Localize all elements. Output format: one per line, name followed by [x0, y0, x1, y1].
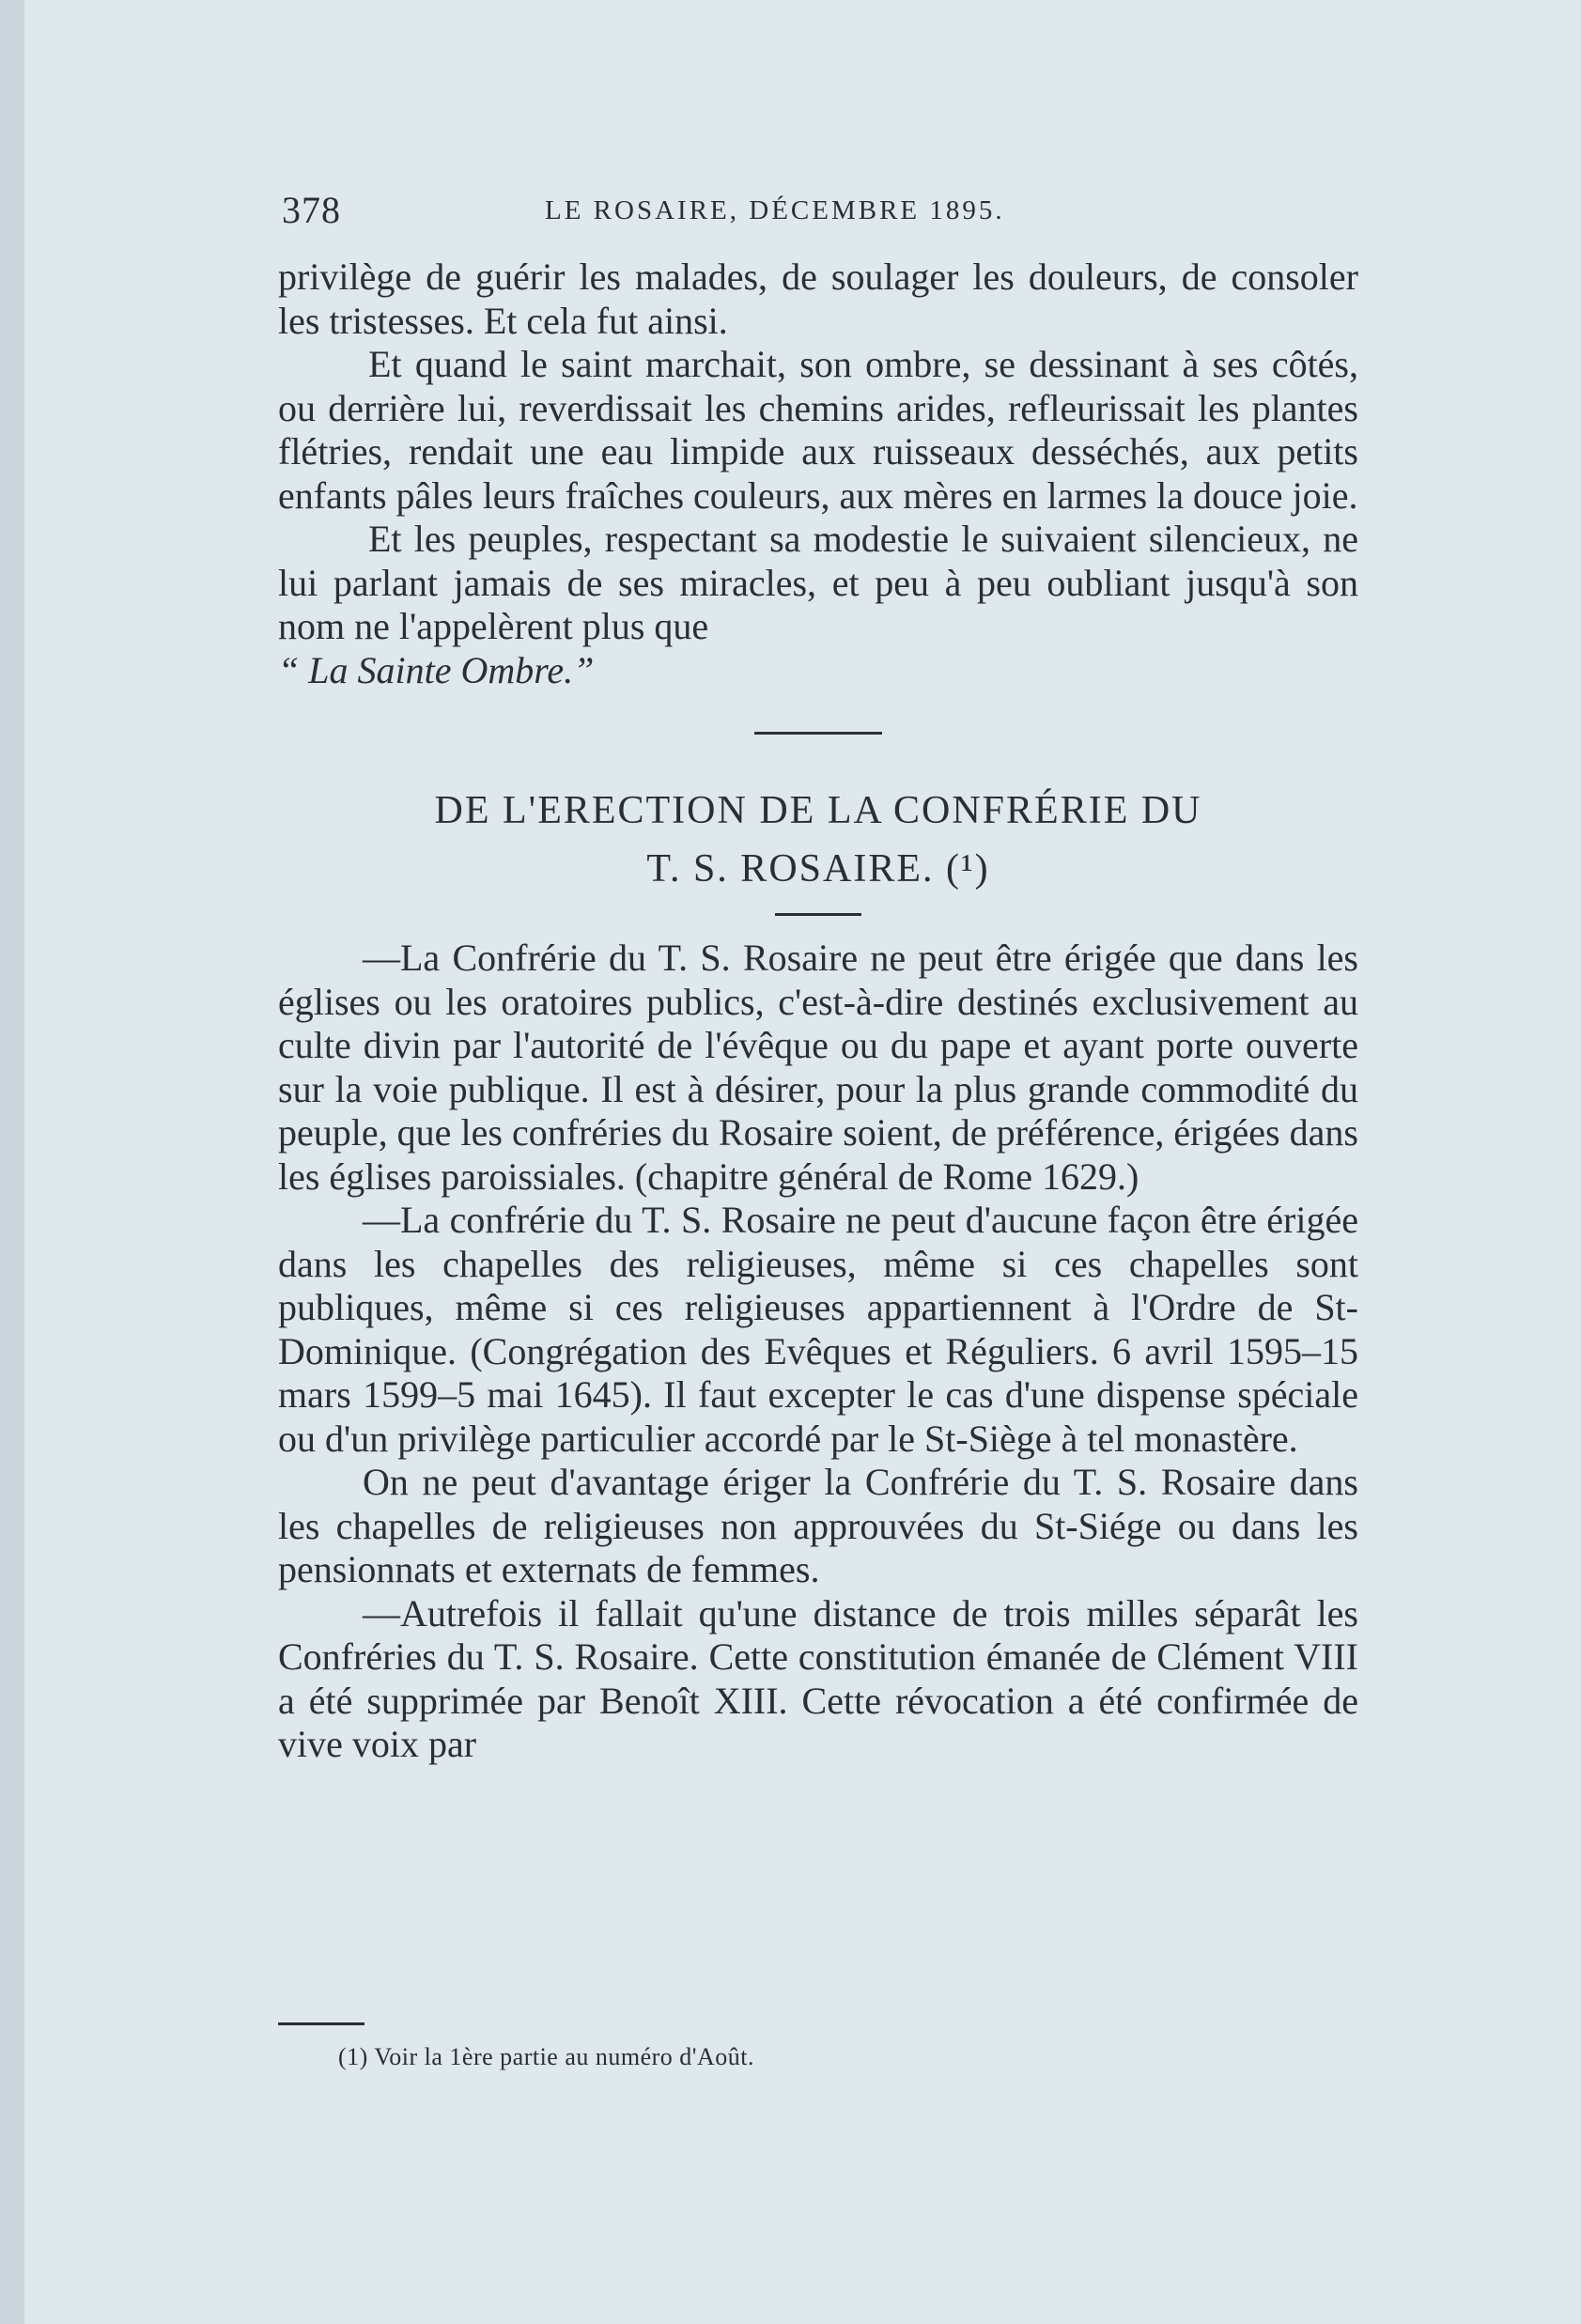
- page-header: [282, 188, 1362, 244]
- article-paragraph: —La Confrérie du T. S. Rosaire ne peut être érigée que dans les églises ou les oratoires publics, c'est-à-dire destinés exclusivement au culte divin par l'autorité de l'évêque ou du pape et ayant porte ouverte sur la voie publique. Il est à désirer, pour la plus grande commodité du peuple, que les confréries du Rosaire soient, de préférence, érigées dans les églises paroissiales. (chapitre général de Rome 1629.): [278, 937, 1358, 1198]
- article-paragraph: —La confrérie du T. S. Rosaire ne peut d'aucune façon être érigée dans les chapelles des religieuses, même si ces chapelles sont publiques, même si ces religieuses appartiennent à l'Ordre de St-Dominique. (Congrégation des Evêques et Réguliers. 6 avril 1595–15 mars 1599–5 mai 1645). Il faut excepter le cas d'une dispense spéciale ou d'un privilège particulier accordé par le St-Siège à tel monastère.: [278, 1199, 1358, 1460]
- article-paragraph: —Autrefois il fallait qu'une distance de trois milles séparât les Confréries du T. S. Rosaire. Cette constitution émanée de Clément VIII a été supprimée par Benoît XIII. Cette révocation a été confirmée de vive voix par: [278, 1591, 1358, 1765]
- story-closing-quote: “ La Sainte Ombre.”: [278, 648, 595, 691]
- running-title: LE ROSAIRE, DÉCEMBRE 1895.: [545, 195, 1005, 225]
- page-number: 378: [282, 189, 341, 231]
- section-title-line-2: [278, 840, 1358, 898]
- section-title-line: DE L'ERECTION DE LA CONFRÉRIE DU: [434, 789, 1202, 832]
- footnote: (1) Voir la 1ère partie au numéro d'Août.: [338, 2043, 754, 2070]
- article-paragraph: On ne peut d'avantage ériger la Confrérie du T. S. Rosaire dans les chapelles de religieuses non approuvées du St-Siége ou dans les pensionnats et externats de femmes.: [278, 1461, 1358, 1590]
- page-edge-shadow: [0, 0, 24, 2324]
- story-paragraph: Et quand le saint marchait, son ombre, se dessinant à ses côtés, ou derrière lui, reverdissait les chemins arides, refleurissait les plantes flétries, rendait une eau limpide aux ruisseaux desséchés, aux petits enfants pâles leurs fraîches couleurs, aux mères en larmes la douce joie.: [278, 343, 1358, 517]
- section-title: [278, 782, 1358, 898]
- footnote-divider: [278, 2022, 364, 2025]
- section-title-text: T. S. ROSAIRE.: [646, 847, 935, 891]
- title-underline: [775, 913, 861, 916]
- page-body: [278, 256, 1358, 1767]
- section-divider: [754, 732, 882, 735]
- footnote-reference: (¹): [946, 847, 990, 891]
- story-paragraph: privilège de guérir les malades, de soulager les douleurs, de consoler les tristesses. Et cela fut ainsi.: [278, 256, 1358, 342]
- story-paragraph: Et les peuples, respectant sa modestie le suivaient silencieux, ne lui parlant jamais de ses miracles, et peu à peu oubliant jusqu'à son nom ne l'appelèrent plus que: [278, 518, 1358, 647]
